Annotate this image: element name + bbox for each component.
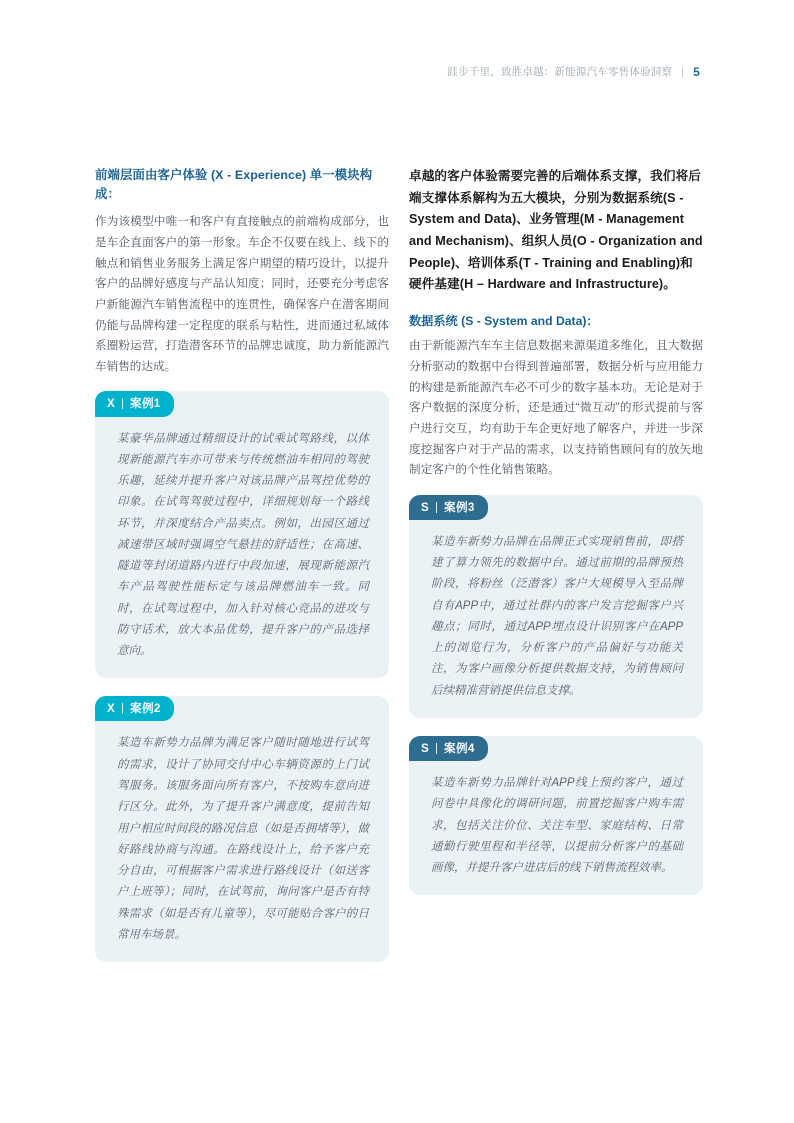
left-column bbox=[95, 166, 389, 980]
case-badge bbox=[95, 696, 174, 721]
case-badge-label: 案例4 bbox=[444, 742, 475, 756]
left-section-heading: 前端层面由客户体验 (X - Experience) 单一模块构成： bbox=[95, 168, 373, 202]
page-running-header bbox=[447, 64, 700, 79]
case-badge bbox=[95, 391, 174, 416]
case-badge bbox=[409, 495, 488, 520]
case-badge-divider-icon bbox=[122, 398, 123, 409]
case-badge-label: 案例3 bbox=[444, 500, 475, 514]
case-badge-divider-icon bbox=[436, 502, 437, 513]
case-badge-prefix: X bbox=[107, 702, 116, 716]
left-section-paragraph: 作为该模型中唯一和客户有直接触点的前端构成部分，也是车企直面客户的第一形象。车企不仅要在线上、线下的触点和销售业务服务上满足客户期望的精巧设计，以提升客户的品牌好感度与产品认知度；同时，还要充分考虑客户新能源汽车销售流程中的连贯性，确保客户在潜客期间仍能与品牌构建一定程度的联系与粘性，进而通过私域体系圈粉运营，打造潜客环节的品牌忠诚度，助力新能源汽车销售的达成。 bbox=[95, 215, 389, 373]
case-badge-divider-icon bbox=[122, 703, 123, 714]
case-badge-label: 案例1 bbox=[130, 397, 161, 411]
case-body-text: 某豪华品牌通过精细设计的试乘试驾路线，以体现新能源汽车亦可带来与传统燃油车相同的驾驶乐趣，延续并提升客户对该品牌产品驾控优势的印象。在试驾驾驶过程中，详细规划每一个路线环节，并深度结合产品卖点。例如，出园区通过减速带区域时强调空气悬挂的舒适性；在高速、隧道等封闭道路内进行中段加速，展现新能源汽车产品驾驶性能标定与该品牌燃油车一致。同时，在试驾过程中，加入针对核心竞品的进攻与防守话术，放大本品优势，提升客户的产品选择意向。 bbox=[117, 432, 369, 658]
case-badge-divider-icon bbox=[436, 743, 437, 754]
right-sub-heading: 数据系统 (S - System and Data)： bbox=[409, 313, 599, 328]
right-column bbox=[409, 166, 703, 913]
header-title: 跬步千里，致胜卓越：新能源汽车零售体验洞察 bbox=[447, 66, 673, 78]
case-badge-prefix: S bbox=[421, 742, 430, 756]
case-body-text: 某造车新势力品牌为满足客户随时随地进行试驾的需求，设计了协同交付中心车辆资源的上门试驾服务。该服务面向所有客户，不按购车意向进行区分。此外，为了提升客户满意度，提前告知用户相应时间段的路况信息（如是否拥堵等），做好路线协商与沟通。在路线设计上，给予客户充分自由，可根据客户需求进行路线设计（如送客户上班等）；同时，在试驾前，询问客户是否有特殊需求（如是否有儿童等），尽可能贴合客户的日常用车场景。 bbox=[117, 737, 369, 941]
case-badge-prefix: X bbox=[107, 397, 116, 411]
case-card bbox=[409, 736, 703, 895]
header-separator: | bbox=[681, 65, 685, 78]
case-card bbox=[95, 391, 389, 678]
case-badge-label: 案例2 bbox=[130, 702, 161, 716]
case-body-text: 某造车新势力品牌针对APP线上预约客户，通过问卷中具像化的调研问题，前置挖掘客户购车需求，包括关注价位、关注车型、家庭结构、日常通勤行驶里程和半径等，以提前分析客户的基础画像，并提升客户进店后的线下销售流程效率。 bbox=[431, 777, 683, 875]
case-badge bbox=[409, 736, 488, 761]
case-card bbox=[95, 696, 389, 962]
case-body-text: 某造车新势力品牌在品牌正式实现销售前，即搭建了算力领先的数据中台。通过前期的品牌预热阶段，将粉丝（泛潜客）客户大规模导入至品牌自有APP中，通过社群内的客户发言挖掘客户兴趣点；同时，通过APP埋点设计识别客户在APP上的浏览行为，分析客户的产品偏好与功能关注，为客户画像分析提供数据支持，为销售顾问后续精准营销提供信息支撑。 bbox=[431, 535, 683, 697]
case-card bbox=[409, 495, 703, 718]
page-number: 5 bbox=[693, 64, 700, 79]
content-columns bbox=[95, 166, 703, 980]
case-badge-prefix: S bbox=[421, 500, 430, 514]
right-section-heading: 卓越的客户体验需要完善的后端体系支撑，我们将后端支撑体系解构为五大模块，分别为数据系统(S - System and Data)、业务管理(M - Management and Mechanism)、组织人员(O - Organization and People)、培训体系(T - Training and Enabling)和硬件基建(H – Hardware and Infrastructure)。 bbox=[409, 169, 703, 292]
right-section-paragraph: 由于新能源汽车车主信息数据来源渠道多维化，且大数据分析驱动的数据中台得到普遍部署，数据分析与应用能力的构建是新能源汽车必不可少的数字基本功。无论是对于客户数据的深度分析，还是通过“微互动”的形式提前与客户进行交互，均有助于车企更好地了解客户，并进一步深度挖掘客户对于产品的需求，以支持销售顾问有的放矢地制定客户的个性化销售策略。 bbox=[409, 339, 703, 477]
